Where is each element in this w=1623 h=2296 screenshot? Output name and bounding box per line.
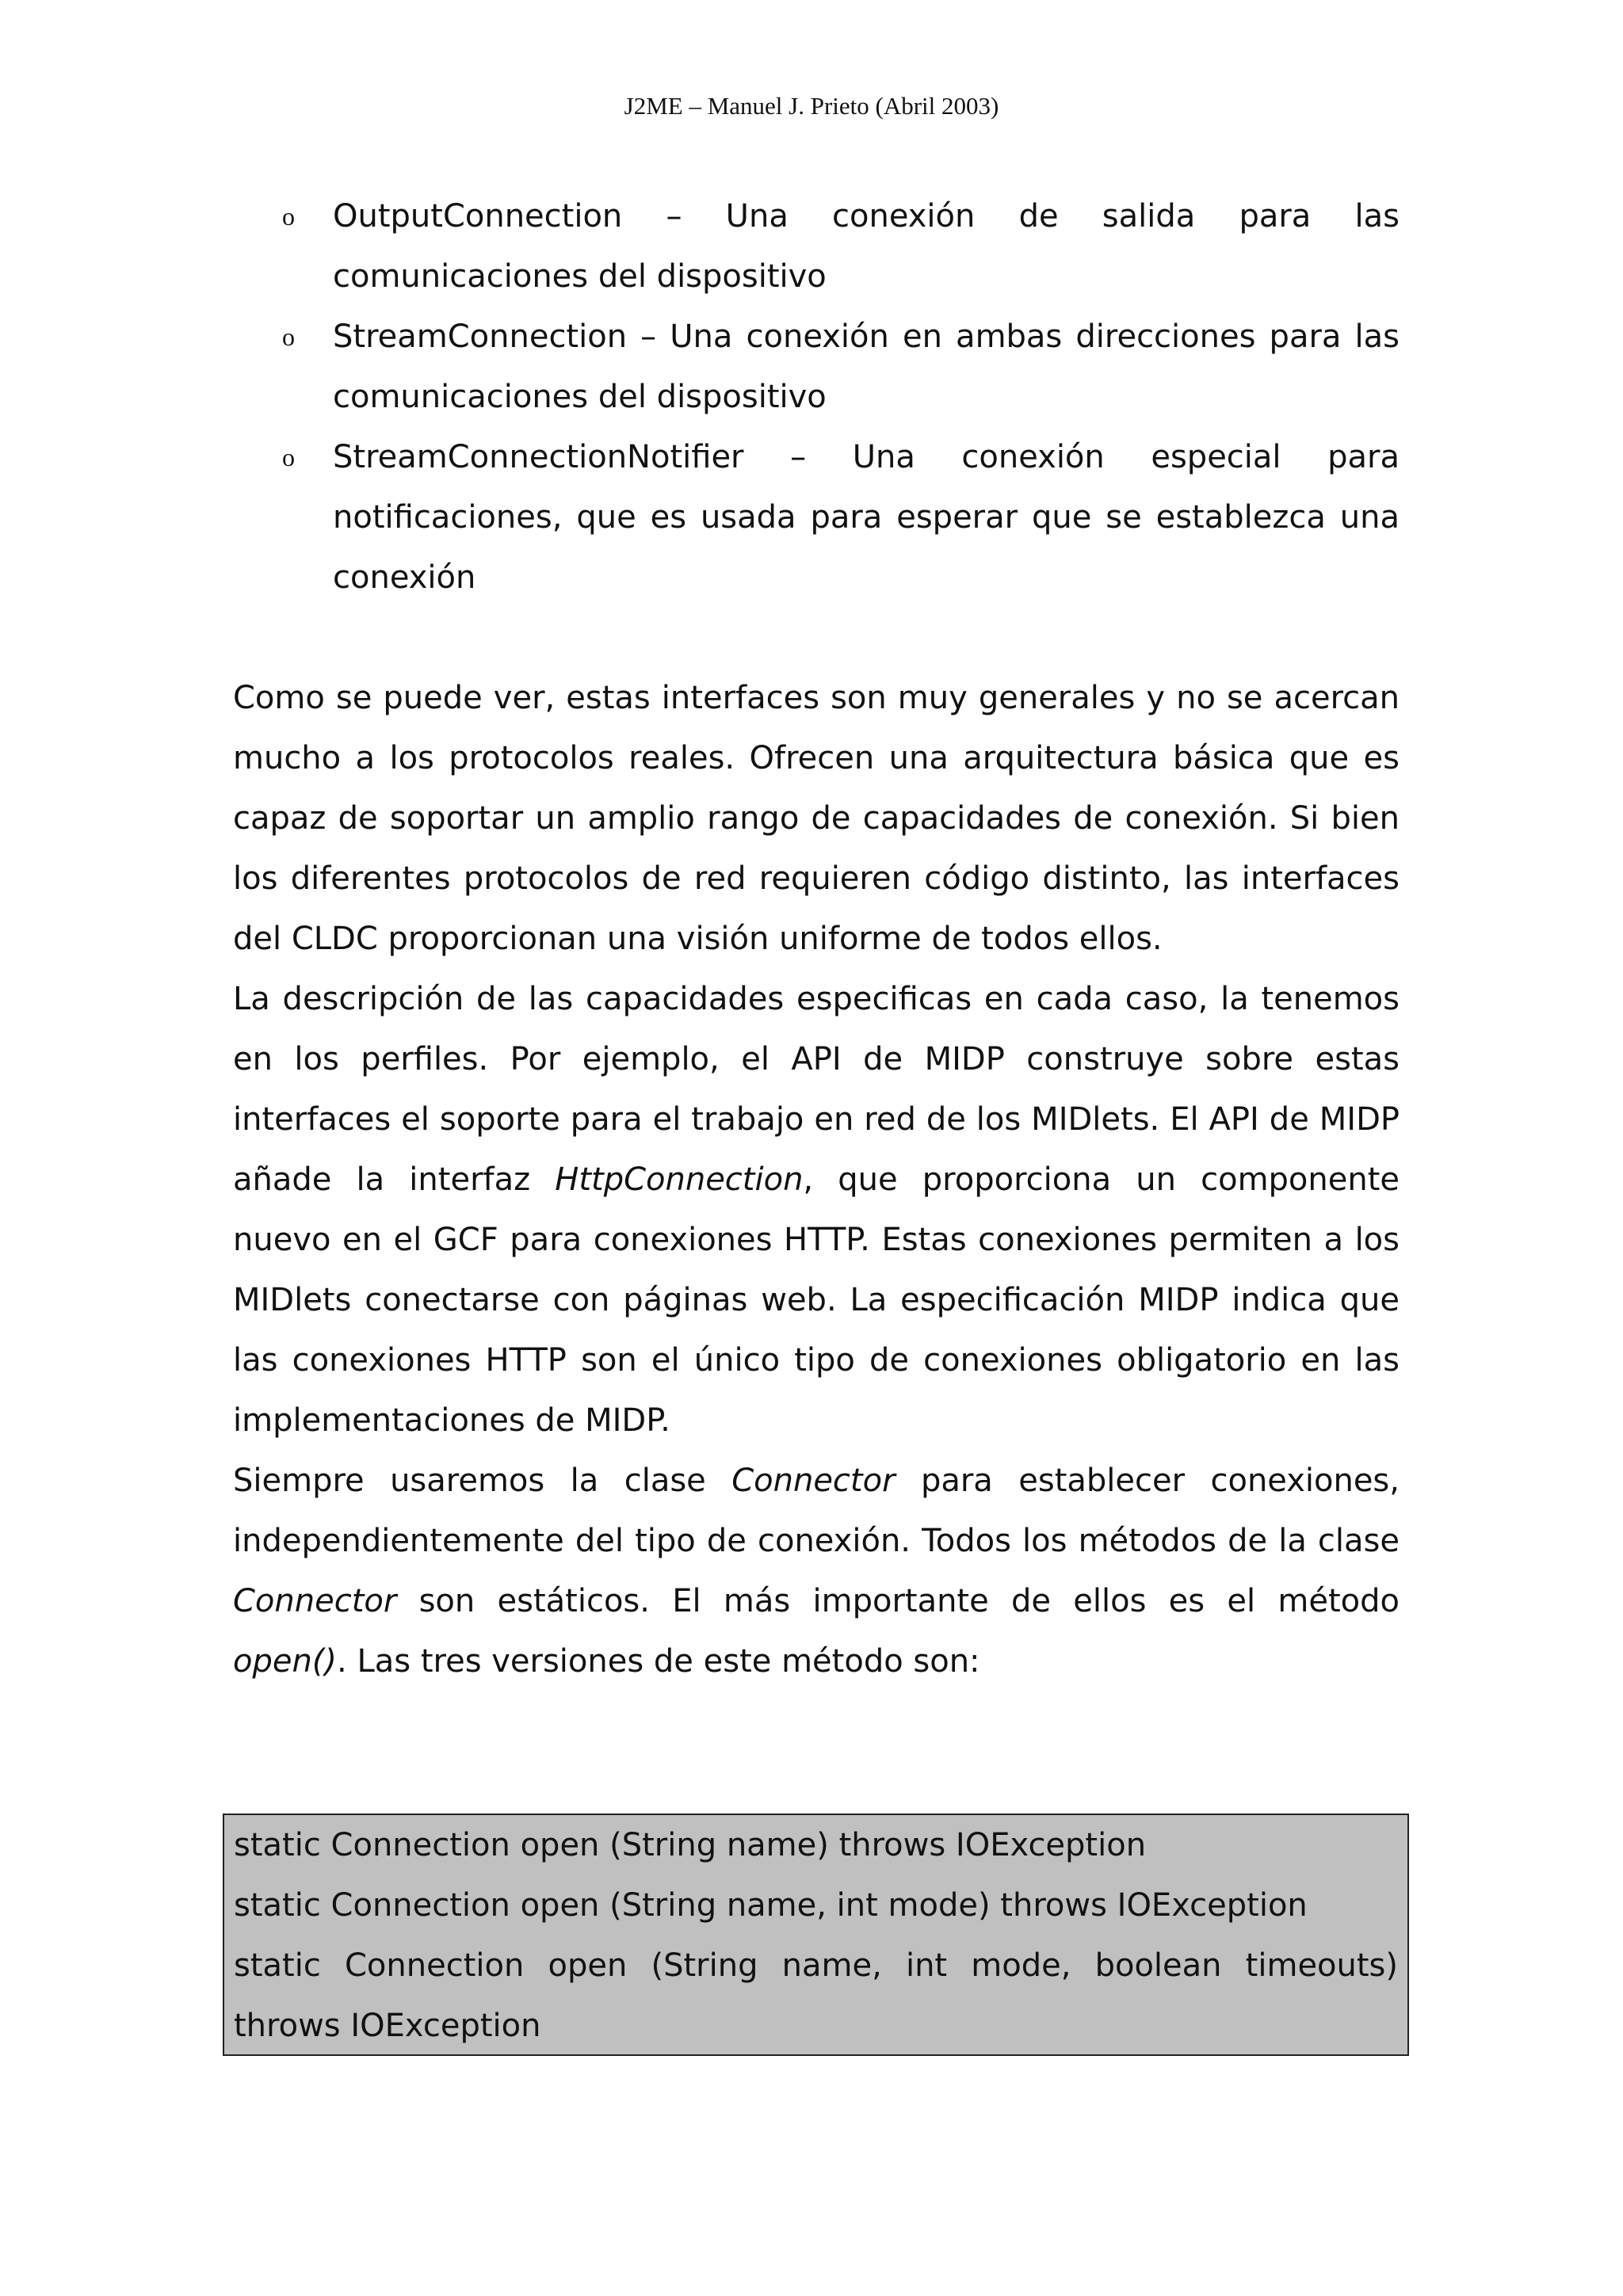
paragraph-profiles [233, 969, 1400, 1451]
connection-types-list [233, 186, 1400, 608]
paragraph-text: para establecer conexiones, independientemente del tipo de conexión. Todos los métodos de la clase [233, 1463, 1400, 1559]
paragraph-connector [233, 1451, 1400, 1691]
list-item-text: OutputConnection – Una conexión de salida para las comunicaciones del dispositivo [333, 198, 1400, 295]
code-box [223, 1814, 1409, 2056]
list-item-text: StreamConnectionNotifier – Una conexión especial para notificaciones, que es usada para esperar que se establezca una conexión [333, 439, 1400, 596]
emphasis-open-method: open() [233, 1643, 338, 1680]
paragraph-interfaces: Como se puede ver, estas interfaces son muy generales y no se acercan mucho a los protocolos reales. Ofrecen una arquitectura básica que es capaz de soportar un amplio rango de capacidades de conexión. Si bien los diferentes protocolos de red requieren código distinto, las interfaces del CLDC proporcionan una visión uniforme de todos ellos. [233, 680, 1400, 957]
code-line: static Connection open (String name) throws IOException [234, 1827, 1147, 1863]
code-line: throws IOException [234, 2008, 541, 2044]
list-item-text: StreamConnection – Una conexión en ambas direcciones para las comunicaciones del dispositivo [333, 318, 1400, 415]
emphasis-connector: Connector [233, 1583, 397, 1619]
code-line: static Connection open (String name, int mode) throws IOException [234, 1887, 1308, 1924]
page-header: J2ME – Manuel J. Prieto (Abril 2003) [624, 92, 999, 120]
bullet-marker: o [282, 443, 295, 471]
paragraph-text: , que proporciona un componente nuevo en el GCF para conexiones HTTP. Estas conexiones permiten a los MIDlets conectarse con páginas web. La especificación MIDP indica que las conexiones HTTP son el único tipo de conexiones obligatorio en las implementaciones de MIDP. [233, 1161, 1400, 1439]
paragraph-text: La descripción de las capacidades especificas en cada caso, la tenemos en los perfiles. Por ejemplo, el API de MIDP construye sobre estas interfaces el soporte para el trabajo en red de los MIDlets. El API de MIDP añade la interfaz [233, 981, 1400, 1198]
emphasis-connector: Connector [731, 1463, 896, 1499]
document-body [233, 186, 1400, 1691]
list-item [233, 307, 1400, 427]
emphasis-httpconnection: HttpConnection [555, 1161, 804, 1198]
bullet-marker: o [282, 322, 295, 351]
paragraph-spacer [233, 608, 1400, 668]
list-item [233, 186, 1400, 307]
paragraph-text: son estáticos. El más importante de ellos es el método [396, 1583, 1400, 1619]
paragraph-text: . Las tres versiones de este método son: [337, 1643, 980, 1680]
code-line: static Connection open (String name, int mode, boolean timeouts) [234, 1947, 1398, 1984]
bullet-marker: o [282, 202, 295, 231]
list-item [233, 427, 1400, 608]
paragraph-text: Siempre usaremos la clase [233, 1463, 732, 1499]
